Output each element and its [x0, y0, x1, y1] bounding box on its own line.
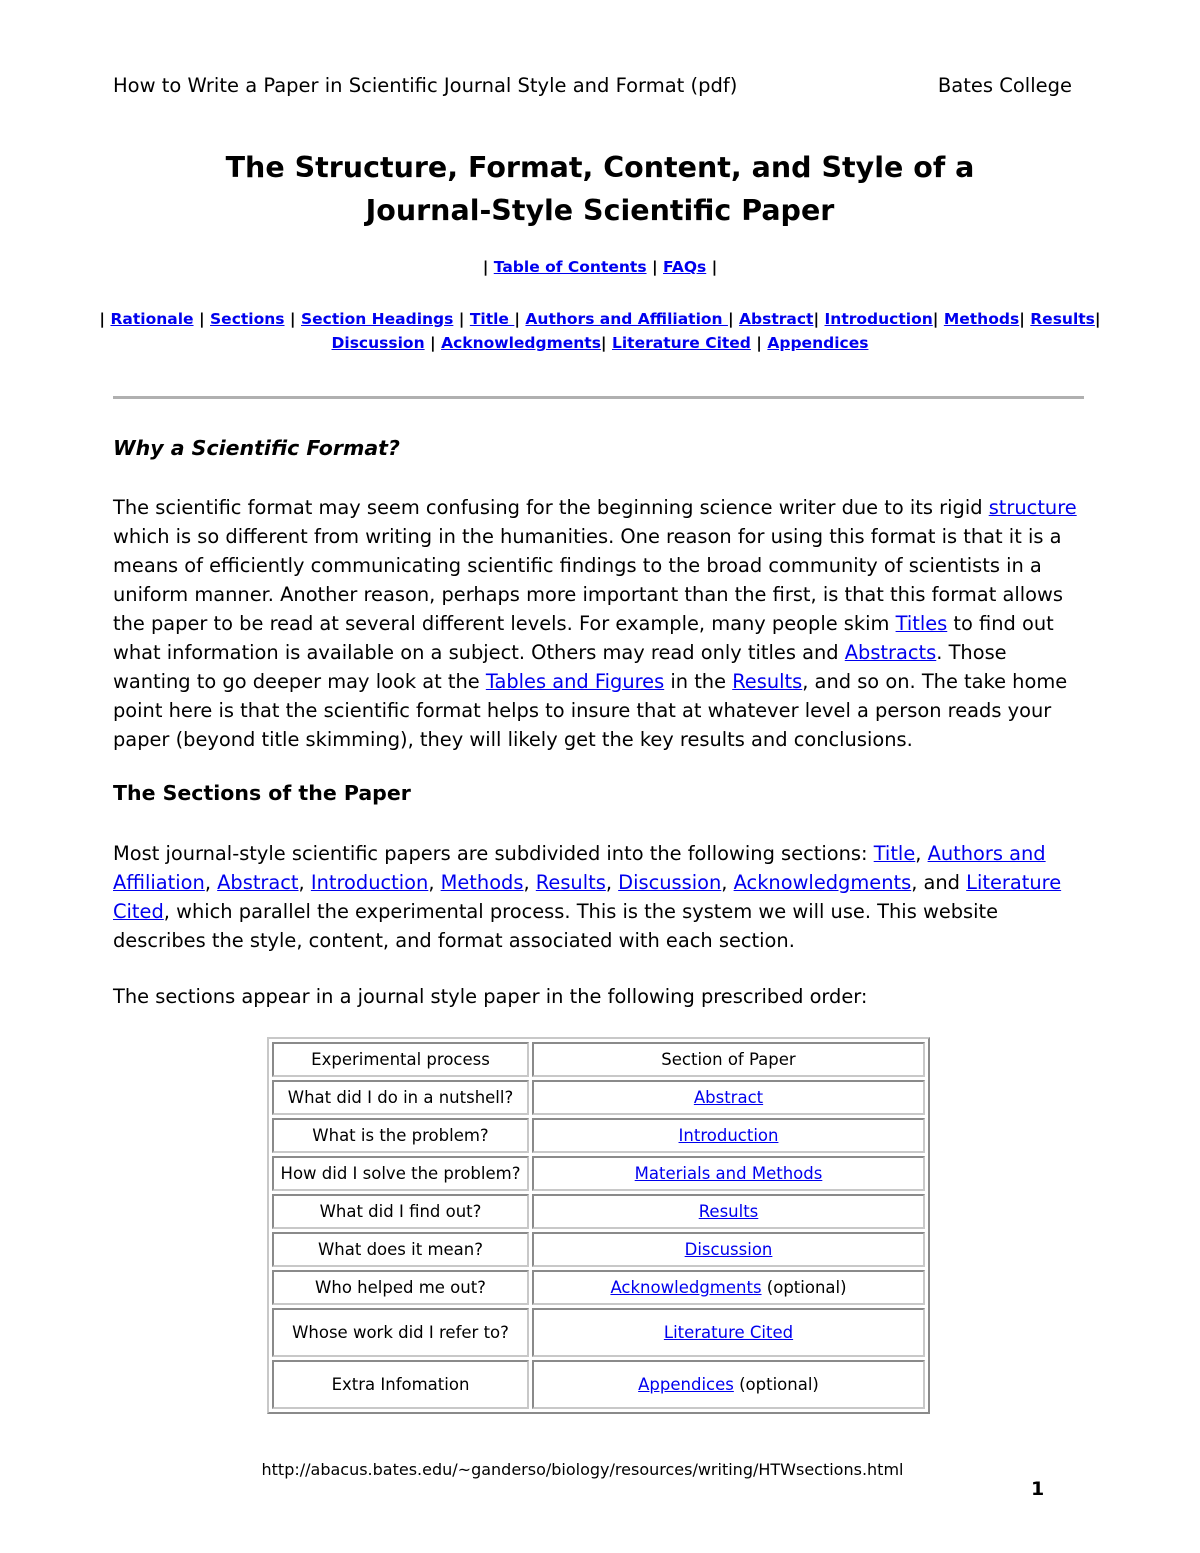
section-cell	[532, 1232, 925, 1267]
text: to find out what information is available on a subject. Others may read only titles and	[113, 612, 1054, 664]
nav-link-rationale[interactable]: Rationale	[110, 310, 194, 328]
nav-link-title[interactable]: Title	[469, 310, 515, 328]
table-link-discussion[interactable]: Discussion	[684, 1240, 773, 1259]
table-link-abstract[interactable]: Abstract	[693, 1088, 764, 1107]
link-structure[interactable]: structure	[988, 496, 1077, 519]
link-authors-affiliation[interactable]: Authors and Affiliation	[113, 842, 1046, 894]
nav-sections: | Rationale | Sections | Section Headings | Title | Authors and Affiliation | Abstract| Introduction| Methods| Results| Discussion | Acknowledgments| Literature Cited | Appendices	[99, 310, 1101, 352]
paragraph-why	[113, 493, 1088, 754]
table-link-appendices[interactable]: Appendices	[638, 1375, 734, 1394]
page-number: 1	[1031, 1478, 1045, 1500]
link-discussion[interactable]: Discussion	[618, 871, 722, 894]
paragraph-order: The sections appear in a journal style paper in the following prescribed order:	[113, 985, 868, 1008]
section-cell	[532, 1360, 925, 1409]
question-cell: What does it mean?	[272, 1232, 529, 1267]
table-row	[272, 1194, 925, 1229]
text: which is so different from writing in the humanities. One reason for using this format is that it is a means of efficiently communicating scientific findings to the broad community of scientists in a uniform manner. Another reason, perhaps more important than the first, is that this format allows the paper to be read at several different levels. For example, many people skim	[113, 525, 1063, 635]
link-methods[interactable]: Methods	[440, 871, 524, 894]
table-row	[272, 1118, 925, 1153]
question-cell: Whose work did I refer to?	[272, 1308, 529, 1357]
nav-link-abstract[interactable]: Abstract	[739, 310, 814, 328]
nav-top: | Table of Contents | FAQs |	[482, 258, 718, 276]
table-row	[272, 1156, 925, 1191]
nav-link-appendices[interactable]: Appendices	[767, 334, 869, 352]
link-abstract[interactable]: Abstract	[217, 871, 299, 894]
table-link-literature-cited[interactable]: Literature Cited	[663, 1323, 794, 1342]
link-acknowledgments[interactable]: Acknowledgments	[733, 871, 912, 894]
question-cell: What is the problem?	[272, 1118, 529, 1153]
nav-link-authors[interactable]: Authors and Affiliation	[525, 310, 728, 328]
table-row	[272, 1080, 925, 1115]
table-header-cell: Section of Paper	[532, 1042, 925, 1077]
nav-link-section-headings[interactable]: Section Headings	[300, 310, 454, 328]
text: , which parallel the experimental process. This is the system we will use. This website describes the style, content, and format associated with each section.	[113, 900, 999, 952]
running-header-college: Bates College	[937, 74, 1072, 97]
link-results-section[interactable]: Results	[535, 871, 606, 894]
link-faqs[interactable]: FAQs	[663, 258, 707, 276]
nav-link-discussion[interactable]: Discussion	[331, 334, 425, 352]
section-cell	[532, 1194, 925, 1229]
link-abstracts[interactable]: Abstracts	[844, 641, 937, 664]
question-cell: What did I do in a nutshell?	[272, 1080, 529, 1115]
nav-link-results[interactable]: Results	[1030, 310, 1095, 328]
table-link-results[interactable]: Results	[698, 1202, 759, 1221]
table-row	[272, 1232, 925, 1267]
link-table-of-contents[interactable]: Table of Contents	[493, 258, 647, 276]
text: in the	[664, 670, 733, 693]
sections-table	[267, 1037, 930, 1414]
table-header-cell: Experimental process	[272, 1042, 529, 1077]
page-title	[0, 146, 1200, 232]
nav-link-sections[interactable]: Sections	[210, 310, 285, 328]
table-row	[272, 1270, 925, 1305]
nav-link-acknowledgments[interactable]: Acknowledgments	[441, 334, 601, 352]
question-cell: Who helped me out?	[272, 1270, 529, 1305]
title-line-1: The Structure, Format, Content, and Style of a	[225, 151, 975, 184]
question-cell: How did I solve the problem?	[272, 1156, 529, 1191]
heading-sections-of-paper: The Sections of the Paper	[113, 781, 411, 805]
text: The scientific format may seem confusing for the beginning science writer due to its rigid	[113, 496, 989, 519]
link-results[interactable]: Results	[732, 670, 803, 693]
table-link-acknowledgments[interactable]: Acknowledgments	[610, 1278, 762, 1297]
table-row	[272, 1308, 925, 1357]
question-cell: Extra Infomation	[272, 1360, 529, 1409]
nav-link-methods[interactable]: Methods	[943, 310, 1020, 328]
footer-url: http://abacus.bates.edu/~ganderso/biology/resources/writing/HTWsections.html	[261, 1460, 904, 1479]
running-header-title: How to Write a Paper in Scientific Journal Style and Format (pdf)	[113, 74, 738, 97]
table-row	[272, 1360, 925, 1409]
link-introduction[interactable]: Introduction	[310, 871, 429, 894]
note: (optional)	[761, 1278, 847, 1297]
divider-rule	[113, 396, 1084, 399]
link-titles[interactable]: Titles	[895, 612, 948, 635]
section-cell	[532, 1308, 925, 1357]
section-cell	[532, 1270, 925, 1305]
question-cell: What did I find out?	[272, 1194, 529, 1229]
note: (optional)	[733, 1375, 819, 1394]
section-cell	[532, 1118, 925, 1153]
text: , and so on. The take home point here is that the scientific format helps to insure that at whatever level a person reads your paper (beyond title skimming), they will likely get the key results and conclusions.	[113, 670, 1068, 751]
link-title[interactable]: Title	[873, 842, 916, 865]
text: . Those wanting to go deeper may look at the	[113, 641, 1007, 693]
table-link-materials-methods[interactable]: Materials and Methods	[634, 1164, 823, 1183]
link-tables-and-figures[interactable]: Tables and Figures	[485, 670, 665, 693]
section-cell	[532, 1080, 925, 1115]
paragraph-sections: Most journal-style scientific papers are subdivided into the following sections: Title, Authors and Affiliation, Abstract, Introduction, Methods, Results, Discussion, Acknowledgments, and Literature Cited, which parallel the experimental process. This is the system we will use. This website describes the style, content, and format associated with each section.	[113, 842, 1062, 952]
text: Most journal-style scientific papers are subdivided into the following sections:	[113, 842, 874, 865]
link-literature-cited[interactable]: Literature Cited	[113, 871, 1062, 923]
text: , and	[911, 871, 967, 894]
section-cell	[532, 1156, 925, 1191]
table-link-introduction[interactable]: Introduction	[678, 1126, 779, 1145]
title-line-2: Journal-Style Scientific Paper	[365, 194, 835, 227]
heading-why-scientific-format: Why a Scientific Format?	[113, 436, 400, 460]
nav-link-literature-cited[interactable]: Literature Cited	[611, 334, 751, 352]
nav-link-introduction[interactable]: Introduction	[824, 310, 933, 328]
table-header-row	[272, 1042, 925, 1077]
